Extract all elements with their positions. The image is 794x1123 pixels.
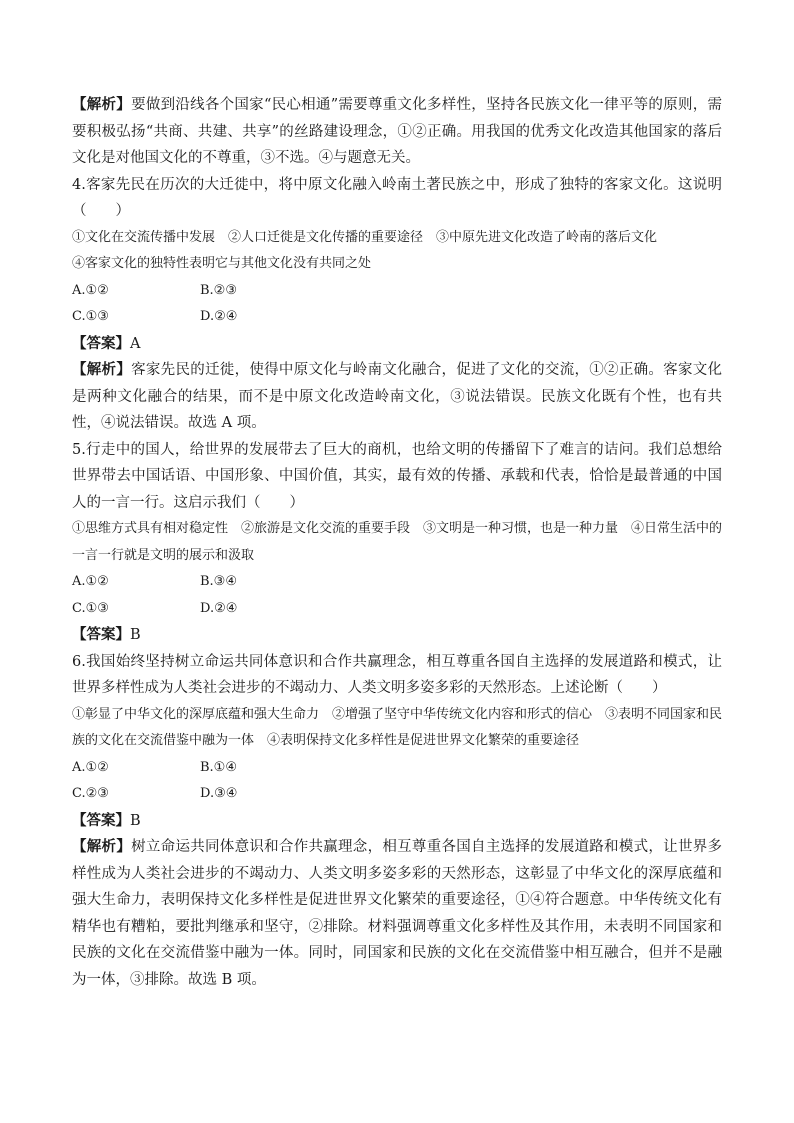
analysis-text: 要做到沿线各个国家“民心相通”需要尊重文化多样性，坚持各民族文化一律平等的原则，需要积极弘扬“共商、共建、共享”的丝路建设理念，①②正确。用我国的优秀文化改造其他国家的落后文化是对他国文化的不尊重，③不选。④与题意无关。	[72, 97, 722, 166]
choice-b: B.②③	[200, 282, 237, 298]
question-4-options-line-2: ④客家文化的独特性表明它与其他文化没有共同之处	[72, 256, 372, 271]
choice-b: B.③④	[200, 574, 237, 589]
analysis-text: 树立命运共同体意识和合作共赢理念，相互尊重各国自主选择的发展道路和模式，让世界多样性成为人类社会进步的不竭动力、人类文明多姿多彩的天然形态，这彰显了中华文化的深厚底蕴和强大生命力，表明保持文化多样性是促进世界文化繁荣的重要途径，①④符合题意。中华传统文化有精华也有糟粕，要批判继承和坚守，②排除。材料强调尊重文化多样性及其作用，未表明不同国家和民族的文化在交流借鉴中融为一体。同时，同国家和民族的文化在交流借鉴中相互融合，但并不是融为一体，③排除。故选 B 项。	[72, 839, 723, 988]
choice-d: D.③④	[200, 786, 238, 801]
choice-d: D.②④	[200, 309, 238, 324]
answer-tag: 【答案】	[72, 811, 130, 829]
analysis-tag: 【解析】	[72, 838, 132, 855]
question-4-choices-row-2	[72, 304, 722, 331]
question-6-choices-row-1	[72, 755, 722, 782]
question-6-answer	[72, 808, 722, 835]
question-5-answer	[72, 622, 722, 649]
answer-tag: 【答案】	[72, 626, 130, 643]
choice-c: C.①③	[72, 309, 109, 324]
question-4-options-line-1: ①文化在交流传播中发展 ②人口迁徙是文化传播的重要途径 ③中原先进文化改造了岭南的落后文化	[72, 229, 658, 245]
question-4-answer	[72, 331, 722, 358]
choice-c: C.①③	[72, 600, 109, 616]
document-page	[72, 92, 722, 993]
answer-value: A	[130, 335, 141, 352]
question-6-options: ①彰显了中华文化的深厚底蕴和强大生命力 ②增强了坚守中华传统文化内容和形式的信心 ③表明不同国家和民族的文化在交流借鉴中融为一体 ④表明保持文化多样性是促进世界文化繁荣的重要途径	[72, 706, 723, 748]
question-4-analysis	[72, 357, 722, 437]
analysis-text: 客家先民的迁徙，使得中原文化与岭南文化融合，促进了文化的交流，①②正确。客家文化是两种文化融合的结果，而不是中原文化改造岭南文化，③说法错误。民族文化既有个性，也有共性，④说法错误。故选 A 项。	[72, 362, 723, 431]
analysis-tag: 【解析】	[72, 96, 132, 113]
question-5-options: ①思维方式具有相对稳定性 ②旅游是文化交流的重要手段 ③文明是一种习惯，也是一种力量 ④日常生活中的一言一行就是文明的展示和汲取	[72, 521, 723, 563]
choice-a: A.①②	[72, 574, 109, 589]
question-6-choices-row-2	[72, 781, 722, 808]
choice-c: C.②③	[72, 786, 109, 801]
question-5-choices-row-2	[72, 596, 722, 623]
question-5-stem: 5.行走中的国人，给世界的发展带去了巨大的商机，也给文明的传播留下了难言的诘问。我们总想给世界带去中国话语、中国形象、中国价值，其实，最有效的传播、承载和代表，恰恰是最普通的中国人的一言一行。这启示我们（ ）	[72, 441, 722, 511]
choice-d: D.②④	[200, 600, 238, 616]
question-6-stem: 6.我国始终坚持树立命运共同体意识和合作共赢理念，相互尊重各国自主选择的发展道路和模式，让世界多样性成为人类社会进步的不竭动力、人类文明多姿多彩的天然形态。上述论断（ ）	[72, 653, 722, 696]
question-5-choices-row-1	[72, 569, 722, 596]
question-6-analysis	[72, 834, 722, 993]
choice-a: A.①②	[72, 282, 109, 298]
question-4-stem: 4.客家先民在历次的大迁徙中，将中原文化融入岭南土著民族之中，形成了独特的客家文化。这说明（ ）	[72, 176, 722, 219]
choice-b: B.①④	[200, 759, 237, 775]
question-4-choices-row-1	[72, 278, 722, 305]
analysis-paragraph-prev	[72, 92, 722, 172]
answer-tag: 【答案】	[72, 334, 130, 352]
analysis-tag: 【解析】	[72, 361, 132, 378]
answer-value: B	[130, 627, 141, 643]
answer-value: B	[130, 812, 141, 829]
choice-a: A.①②	[72, 759, 109, 775]
